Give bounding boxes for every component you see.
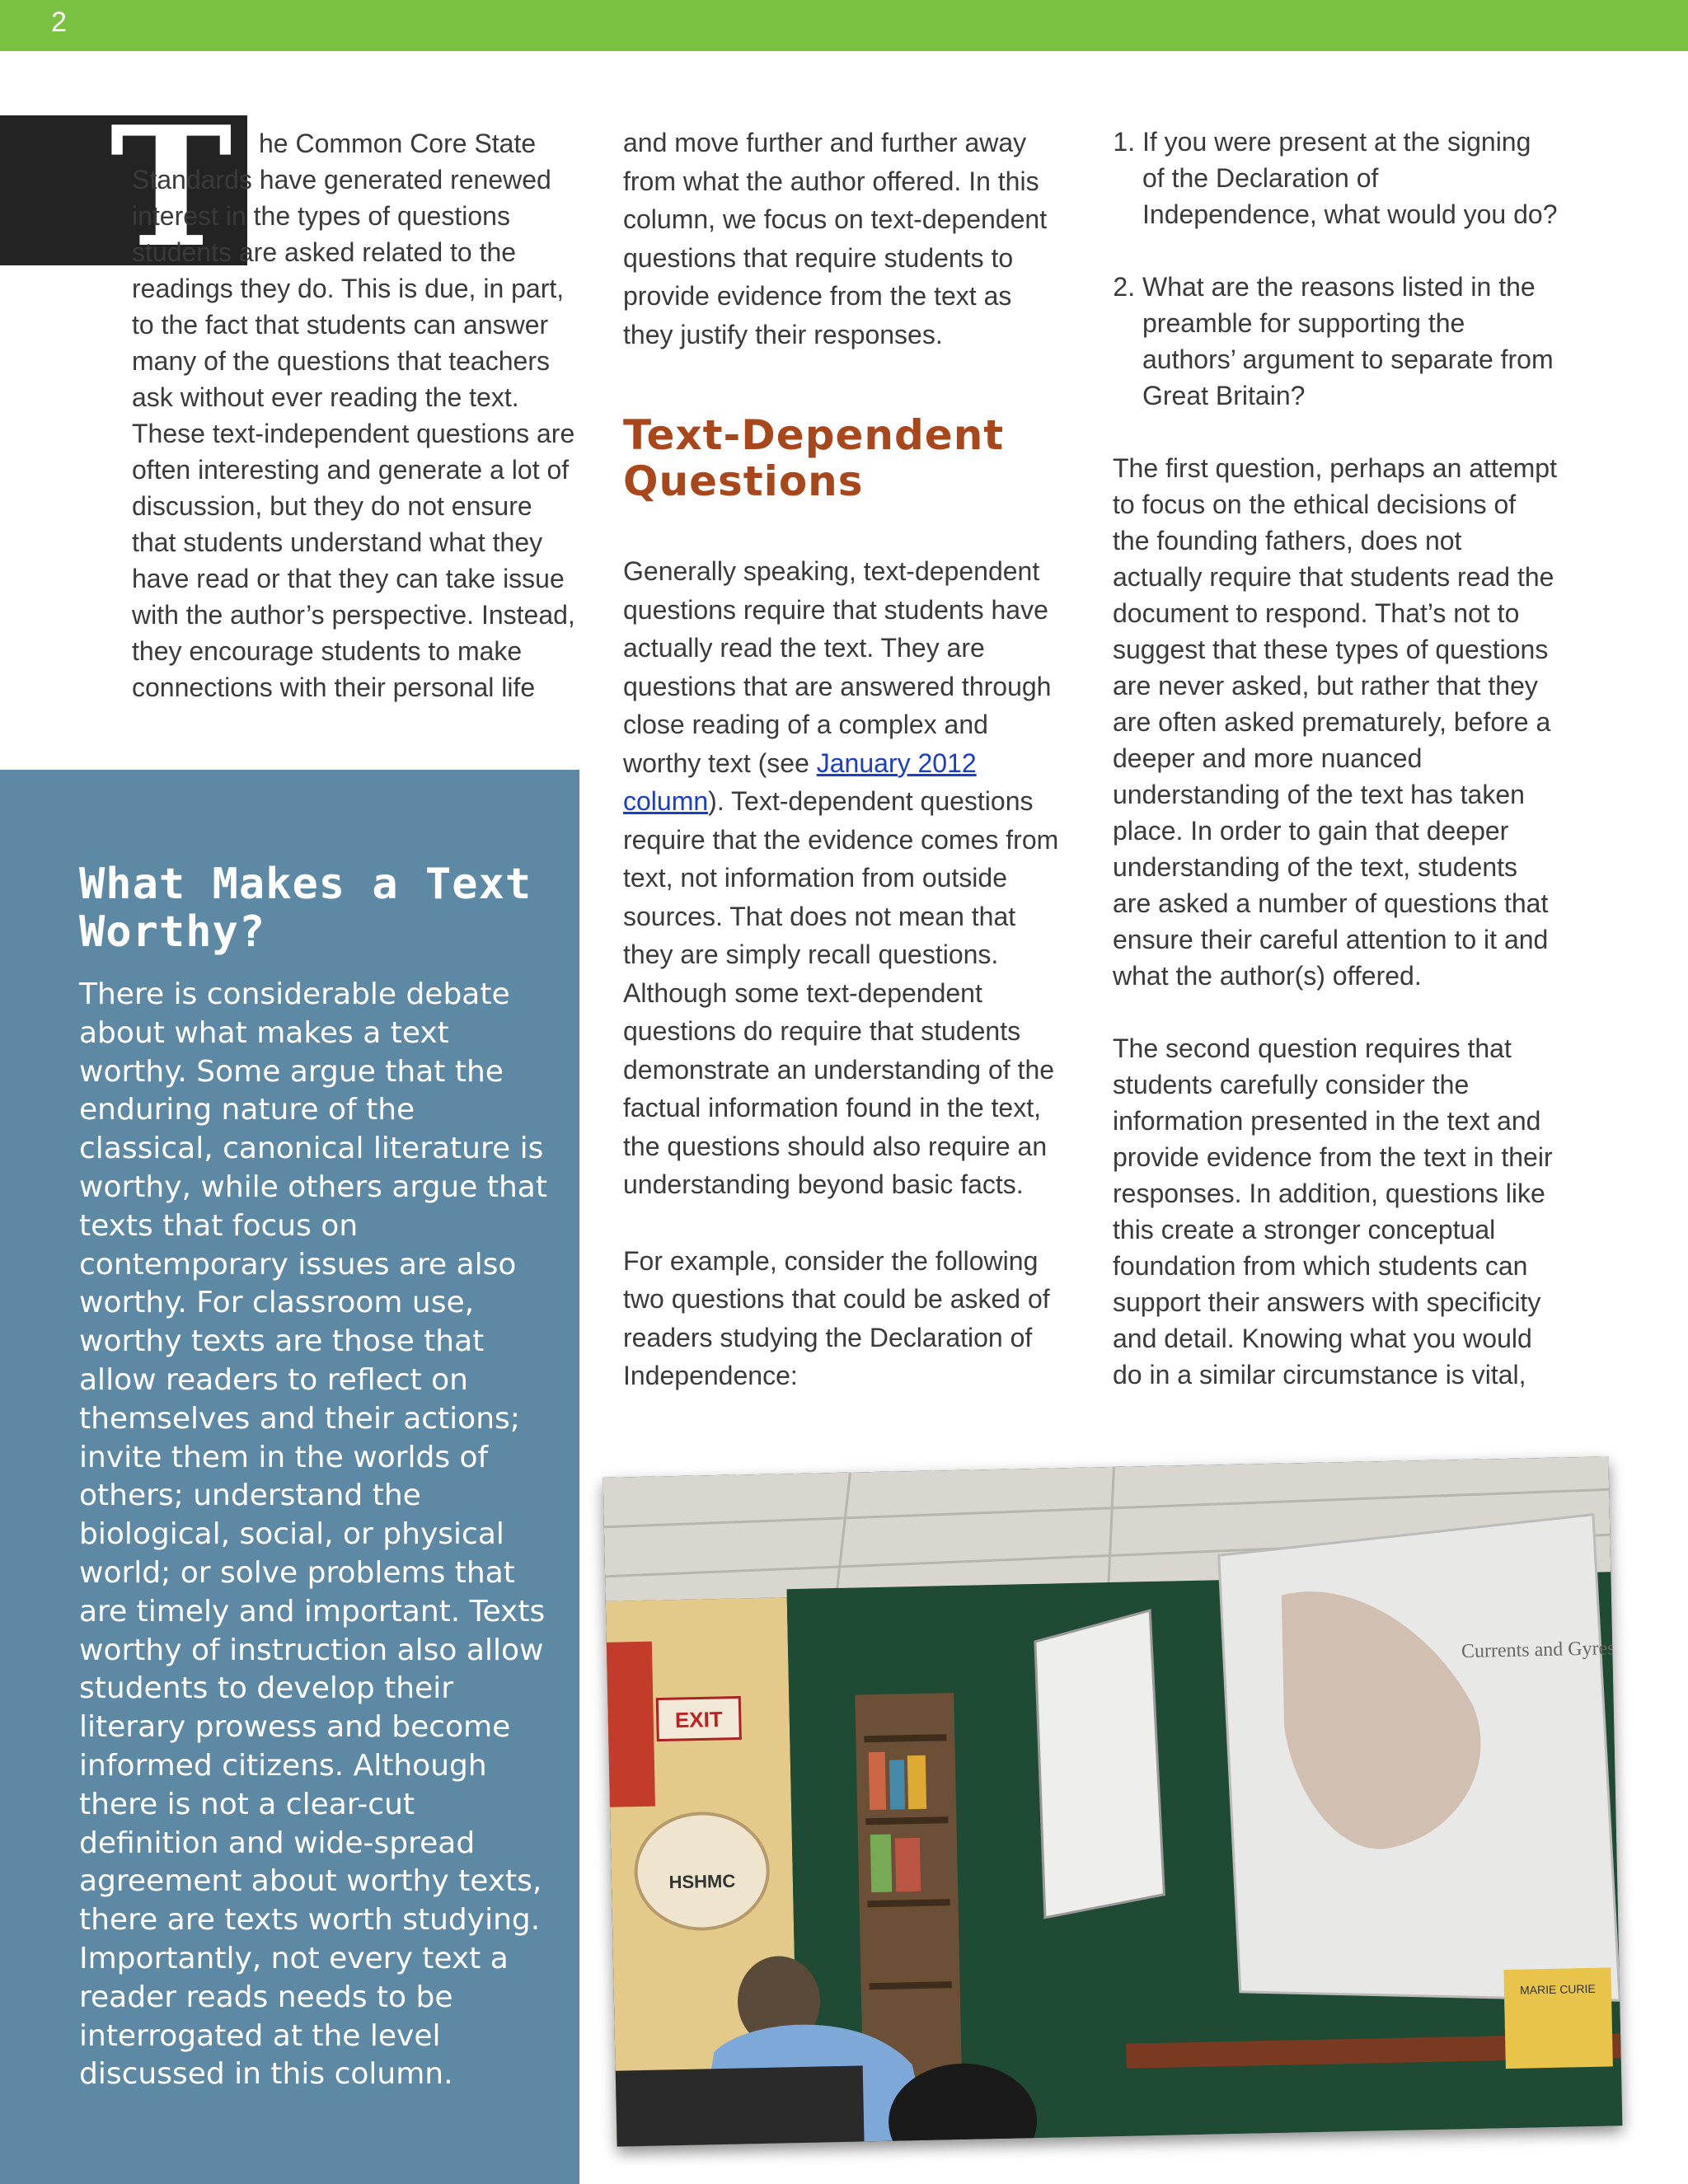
- projection-label: Currents and Gyres: [1461, 1638, 1615, 1663]
- column-2-body: [623, 552, 1068, 1433]
- page-number: 2: [51, 7, 67, 38]
- sidebar-title: What Makes a Text Worthy?: [79, 860, 532, 957]
- continuation-paragraph: and move further and further away from what the author offered. In this column, we focus on text-dependent questions that require students to provide evidence from the text as they justify their responses.: [623, 128, 1048, 349]
- sidebar-text: There is considerable debate about what makes a text worthy. Some argue that the enduring nature of the classical, canonical literature is worthy, while others argue that texts that focus on contemporary issues are also worthy. For classroom use, worthy texts are those that allow readers to reflect on themselves and their actions; invite them in the worlds of others; understand the biological, social, or physical world; or solve problems that are timely and important. Texts worthy of instruction also allow students to develop their literary prowess and become informed citizens. Although there is not a clear-cut definition and wide-spread agreement about worthy texts, there are texts worth studying. Importantly, not every text a reader reads needs to be interrogated at the level discussed in this column.: [79, 977, 547, 2092]
- whiteboard: [1034, 1610, 1165, 1918]
- section-heading: Text-Dependent Questions: [623, 411, 1005, 505]
- column-2-top: [623, 124, 1068, 354]
- example-questions-list: [1113, 124, 1558, 414]
- paragraph-first-question: The first question, perhaps an attempt to focus on the ethical decisions of the founding fathers, does not actually require that students read the document to respond. That’s not to suggest that these types of questions are never asked, but rather that they are often asked prematurely, before a deeper and more nuanced understanding of the text has taken place. In order to gain that deeper understanding of the text, students are asked a number of questions that ensure their careful attention to it and what the author(s) offered.: [1113, 453, 1557, 991]
- paragraph-definition-start: Generally speaking, text-dependent questions require that students have actually read the text. They are questions that are answered through close reading of a complex and worthy text (see: [623, 556, 1052, 778]
- intro-column: [132, 125, 577, 705]
- paragraph-definition-end: ). Text-dependent questions require that the evidence comes from text, not information from outside sources. That does not mean that they are simply recall questions. Although some text-dependent questions do require that students demonstrate an understanding of the factual information found in the text, the questions should also require an understanding beyond basic facts.: [623, 786, 1059, 1199]
- sidebar-box: [0, 770, 579, 2184]
- question-item: 1. If you were present at the signing of the Declaration of Independence, what would you do?: [1142, 124, 1558, 232]
- january-2012-column-link[interactable]: January 2012 column: [623, 748, 977, 816]
- paragraph-definition: [623, 552, 1068, 1204]
- drop-cap-letter: T: [110, 91, 232, 284]
- plaque-label: HSHMC: [668, 1870, 736, 1893]
- paragraph-example: For example, consider the following two questions that could be asked of readers studying the Declaration of Independence:: [623, 1245, 1050, 1390]
- poster-label: MARIE CURIE: [1519, 1981, 1596, 1997]
- top-accent-bar: [0, 0, 1688, 51]
- column-3: [1113, 124, 1558, 1429]
- classroom-photo: [603, 1456, 1623, 2146]
- question-item: 2. What are the reasons listed in the preamble for supporting the authors’ argument to separate from Great Britain?: [1142, 269, 1558, 414]
- intro-paragraph: he Common Core State Standards have generated renewed interest in the types of questions students are asked related to the readings they do. This is due, in part, to the fact that students can answer many of the questions that teachers ask without ever reading the text. These text-independent questions are often interesting and generate a lot of discussion, but they do not ensure that students understand what they have read or that they can take issue with the author’s perspective. Instead, they encourage students to make connections with their personal life: [132, 129, 575, 702]
- exit-sign-text: EXIT: [674, 1706, 724, 1733]
- paragraph-second-question: The second question requires that students carefully consider the information presented in the text and provide evidence from the text in their responses. In addition, questions like this create a stronger conceptual foundation from which students can support their answers with specificity and detail. Knowing what you would do in a similar circumstance is vital,: [1113, 1033, 1553, 1390]
- classroom-photo-illustration: [603, 1456, 1623, 2146]
